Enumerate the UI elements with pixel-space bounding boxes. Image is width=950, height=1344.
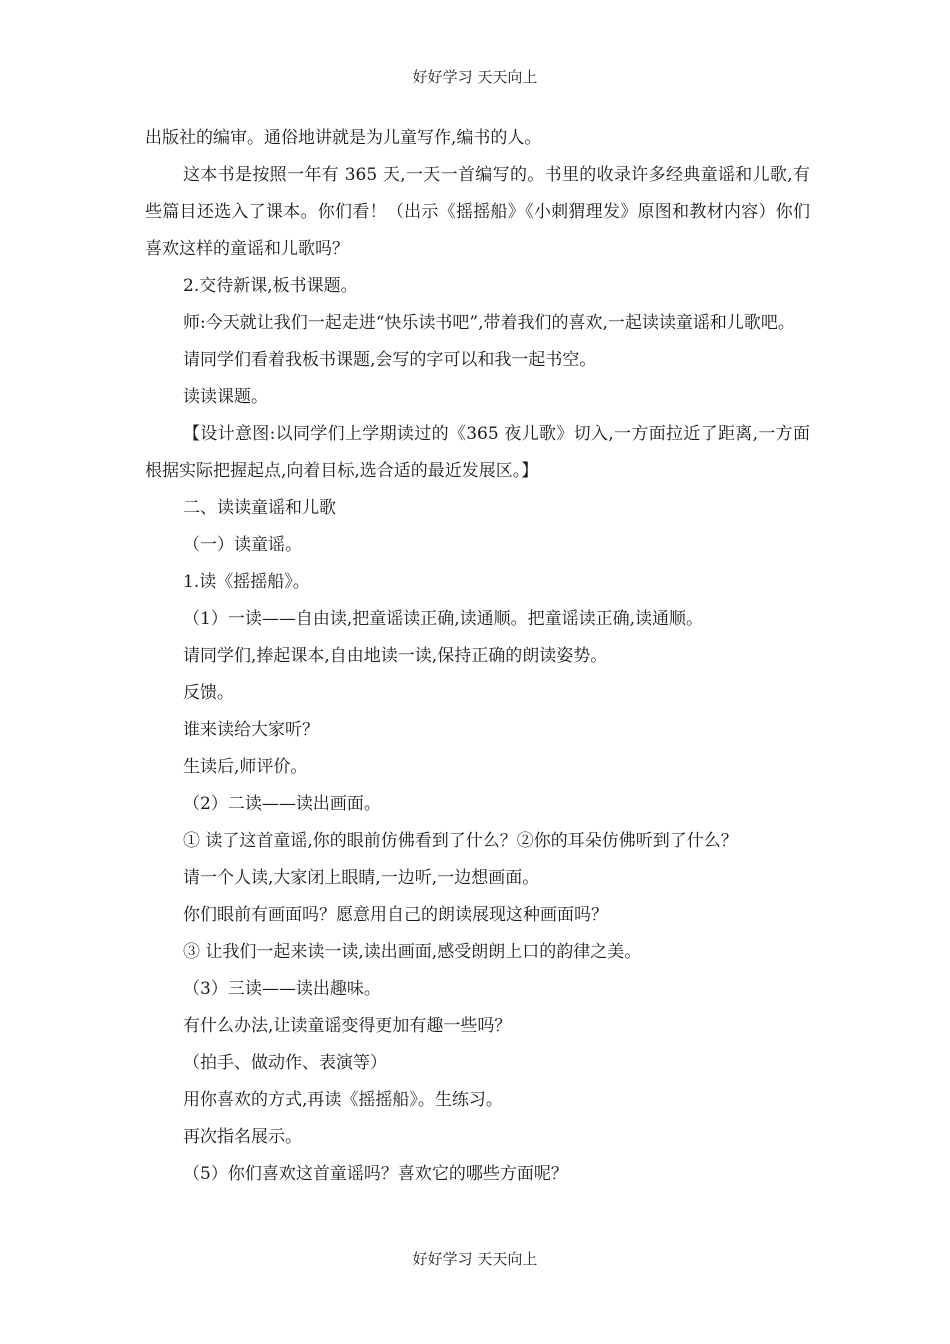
- paragraph-design-intent: 【设计意图:以同学们上学期读过的《365 夜儿歌》切入,一方面拉近了距离,一方面根据实际把握起点,向着目标,选合适的最近发展区。】: [145, 424, 810, 481]
- page-footer: 好好学习 天天向上: [412, 1250, 538, 1268]
- paragraph-practice: 用你喜欢的方式,再读《摇摇船》。生练习。: [183, 1090, 503, 1110]
- paragraph-methods-list: （拍手、做动作、表演等）: [183, 1053, 387, 1073]
- step-first-read: （1）一读——自由读,把童谣读正确,读通顺。把童谣读正确,读通顺。: [183, 609, 704, 629]
- paragraph-questions: ① 读了这首童谣,你的眼前仿佛看到了什么？②你的耳朵仿佛听到了什么？: [183, 831, 738, 851]
- paragraph-new-lesson: 2.交待新课,板书课题。: [183, 276, 358, 296]
- paragraph-read-title: 读读课题。: [183, 387, 268, 407]
- paragraph-book-intro: 这本书是按照一年有 365 天,一天一首编写的。书里的收录许多经典童谣和儿歌,有些篇目还选入了课本。你们看！（出示《摇摇船》《小刺猬理发》原图和教材内容）你们喜欢这样的童谣和儿歌吗？: [145, 165, 810, 259]
- step-second-read: （2）二读——读出画面。: [183, 794, 381, 814]
- item-read-yaoyaochuan: 1.读《摇摇船》。: [183, 572, 310, 592]
- paragraph-feedback: 反馈。: [183, 683, 234, 703]
- paragraph-show-again: 再次指名展示。: [183, 1127, 302, 1147]
- paragraph-listen-imagine: 请一个人读,大家闭上眼睛,一边听,一边想画面。: [183, 868, 540, 888]
- paragraph-evaluate: 生读后,师评价。: [183, 757, 308, 777]
- paragraph-fun-method: 有什么办法,让读童谣变得更加有趣一些吗？: [183, 1016, 512, 1036]
- subsection-heading-one: （一）读童谣。: [183, 535, 302, 555]
- paragraph-free-read: 请同学们,捧起课本,自由地读一读,保持正确的朗读姿势。: [183, 646, 608, 666]
- step-fifth-question: （5）你们喜欢这首童谣吗？喜欢它的哪些方面呢？: [183, 1164, 568, 1184]
- page-header: 好好学习 天天向上: [412, 68, 538, 86]
- paragraph-picture-question: 你们眼前有画面吗？愿意用自己的朗读展现这种画面吗？: [183, 905, 608, 925]
- paragraph-board-title: 请同学们看着我板书课题,会写的字可以和我一起书空。: [183, 350, 597, 370]
- step-third-read: （3）三读——读出趣味。: [183, 979, 381, 999]
- paragraph-teacher-intro: 师:今天就让我们一起走进“快乐读书吧”,带着我们的喜欢,一起读读童谣和儿歌吧。: [183, 313, 795, 333]
- document-body: [145, 120, 810, 1193]
- paragraph-read-together: ③ 让我们一起来读一读,读出画面,感受朗朗上口的韵律之美。: [183, 942, 642, 962]
- section-heading-two: 二、读读童谣和儿歌: [183, 498, 336, 518]
- paragraph-continuation: 出版社的编审。通俗地讲就是为儿童写作,编书的人。: [145, 128, 542, 148]
- paragraph-who-reads: 谁来读给大家听？: [183, 720, 319, 740]
